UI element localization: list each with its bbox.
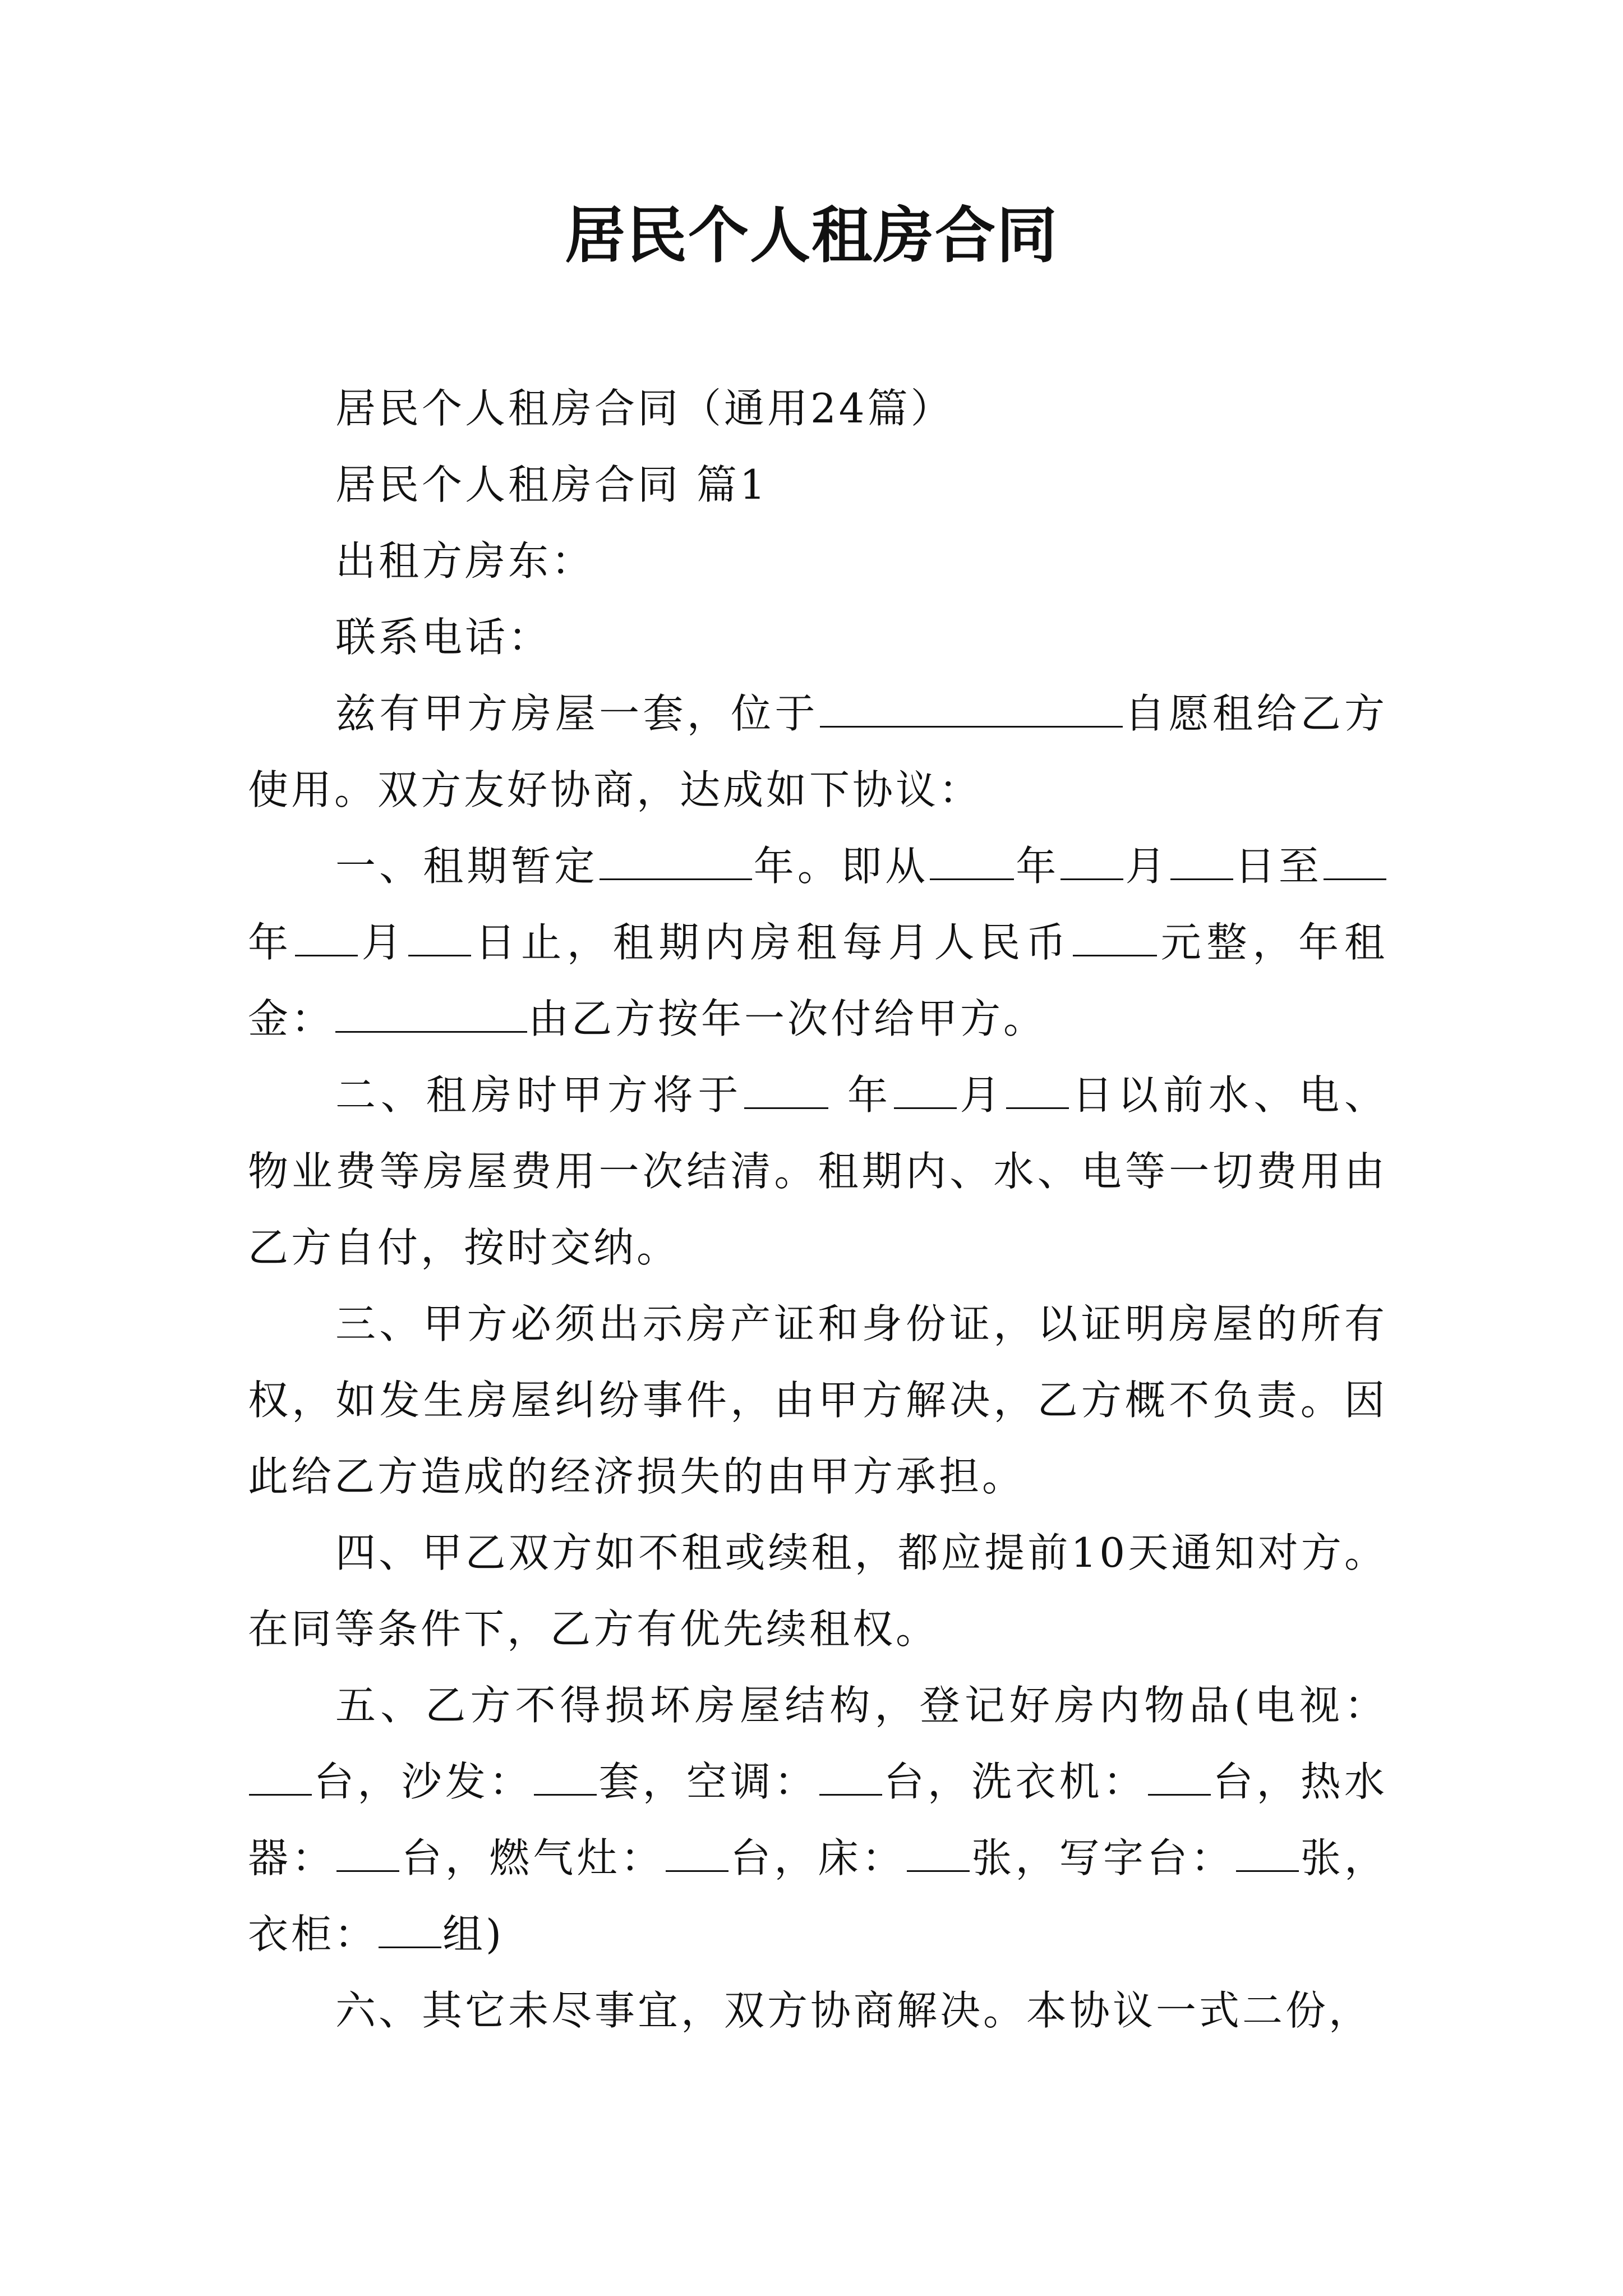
intro-text: 自愿租给乙方使用。双方友好协商，达成如下协议： [248,690,1387,813]
clause-text: 年 [847,1071,893,1119]
sofa-count-blank[interactable] [534,1757,597,1796]
landlord-label: 出租方房东： [335,537,595,585]
clause-text: 年 [1015,843,1060,890]
clause-text: 日至 [1234,843,1322,890]
clause-4: 四、甲乙双方如不租或续租，都应提前10天通知对方。在同等条件下，乙方有优先续租权。 [248,1529,1387,1653]
clause-2 [248,1057,1387,1286]
tv-count-blank[interactable] [249,1757,312,1796]
document-subtitle: 居民个人租房合同（通用24篇） [335,385,954,432]
clause-text: 张，写字台： [971,1834,1235,1881]
end-day-blank[interactable] [408,918,471,956]
clause-text: 张，衣柜： [248,1834,1387,1958]
heater-count-blank[interactable] [336,1833,399,1872]
intro-paragraph [248,675,1387,828]
washer-count-blank[interactable] [1148,1757,1211,1796]
clause-6: 六、其它未尽事宜，双方协商解决。本协议一式二份， [335,1987,1372,2034]
start-day-blank[interactable] [1170,841,1233,880]
clause-text: 台，洗衣机： [883,1758,1147,1805]
document-title: 居民个人租房合同 [564,200,1058,271]
clause-5 [248,1667,1387,1972]
lease-years-blank[interactable] [600,841,752,880]
start-month-blank[interactable] [1061,841,1123,880]
clause-text: 日以前水、电、物业费等房屋费用一次结清。租期内、水、电等一切费用由乙方自付，按时交纳。 [248,1071,1387,1271]
clause-text: 月 [957,1071,1006,1119]
clause-1 [248,828,1387,1057]
bed-count-blank[interactable] [907,1833,970,1872]
wardrobe-count-blank[interactable] [379,1910,441,1948]
clause-text: 台，床： [729,1834,906,1881]
clause-text: 由乙方按年一次付给甲方。 [528,995,1047,1042]
document-body [248,370,1387,2049]
location-blank[interactable] [820,689,1123,728]
clause-text: 台，热水器： [248,1758,1387,1881]
ac-count-blank[interactable] [819,1757,882,1796]
clause-text: 五、乙方不得损坏房屋结构，登记好房内物品(电视： [335,1682,1387,1729]
annual-rent-blank[interactable] [335,994,527,1033]
settle-day-blank[interactable] [1006,1070,1069,1109]
start-year-blank[interactable] [930,841,1014,880]
clause-text: 年 [248,919,294,966]
clause-text: 台，沙发： [313,1758,533,1805]
desk-count-blank[interactable] [1236,1833,1299,1872]
clause-text: 套，空调： [598,1758,818,1805]
clause-text: 月 [358,919,408,966]
stove-count-blank[interactable] [666,1833,728,1872]
clause-text: 二、租房时甲方将于 [335,1071,744,1119]
clause-text: 台，燃气灶： [400,1834,665,1881]
settle-month-blank[interactable] [894,1070,957,1109]
settle-year-blank[interactable] [744,1070,828,1109]
clause-text: 一、租期暂定 [335,843,598,890]
clause-text: 元整，年租金： [248,919,1387,1042]
phone-label: 联系电话： [335,614,552,661]
monthly-rent-blank[interactable] [1073,918,1157,956]
intro-text: 兹有甲方房屋一套，位于 [335,690,819,737]
clause-3: 三、甲方必须出示房产证和身份证，以证明房屋的所有权，如发生房屋纠纷事件，由甲方解决，乙方概不负责。因此给乙方造成的经济损失的由甲方承担。 [248,1300,1387,1500]
end-year-blank[interactable] [1324,841,1386,880]
clause-text: 日止，租期内房租每月人民币 [472,919,1072,966]
clause-text: 年。即从 [753,843,929,890]
clause-text: 月 [1124,843,1169,890]
clause-text: 组) [442,1911,505,1958]
section-heading: 居民个人租房合同 篇1 [335,461,768,508]
end-month-blank[interactable] [295,918,358,956]
